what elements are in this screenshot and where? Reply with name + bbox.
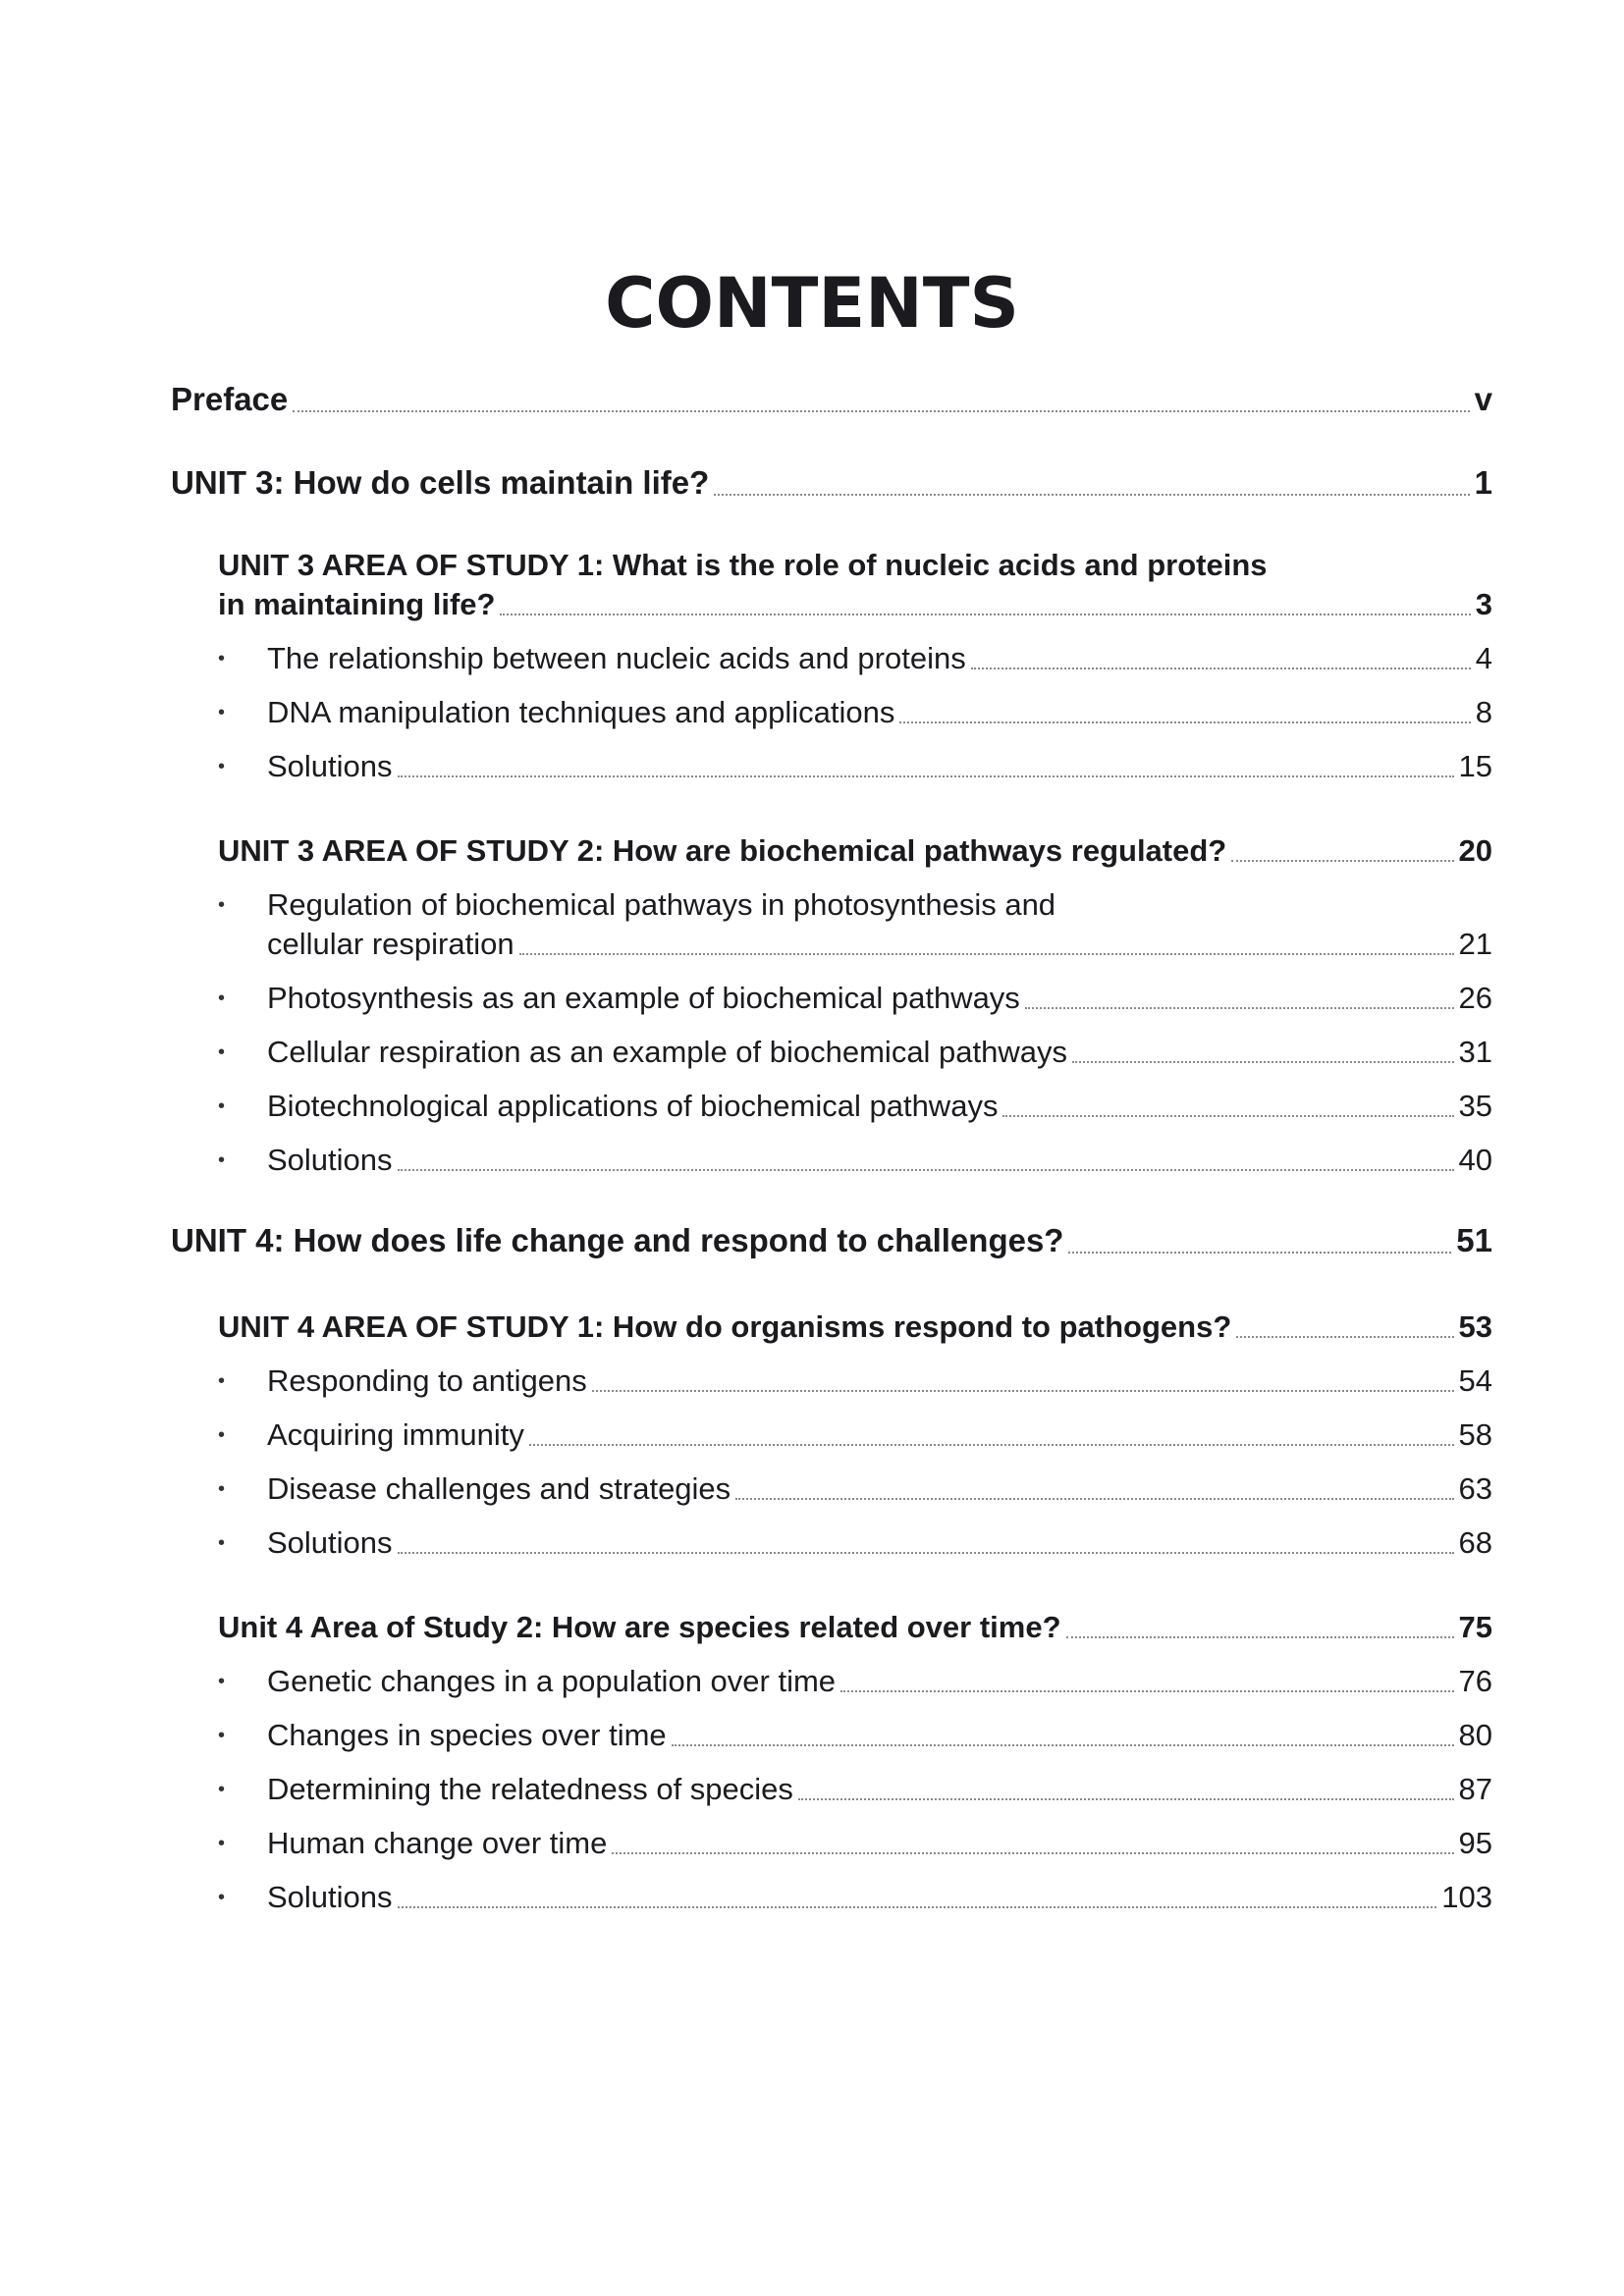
toc-page-number: 53 (1458, 1309, 1492, 1344)
toc-entry-label: DNA manipulation techniques and applications (267, 695, 895, 729)
toc-entry-unit-3-aos-1[interactable] (171, 546, 1492, 624)
dot-leader (592, 1390, 1454, 1392)
toc-entry-label-line-1: Regulation of biochemical pathways in photosynthesis and (267, 887, 1056, 922)
toc-entry-unit-4-aos-1[interactable] (171, 1308, 1492, 1347)
toc-page-number: 80 (1458, 1718, 1492, 1752)
toc-page-number: 35 (1458, 1089, 1492, 1123)
dot-leader (1068, 1252, 1451, 1254)
toc-entry-topic[interactable] (171, 885, 1492, 964)
toc-entry-unit-3[interactable] (171, 461, 1492, 505)
toc-entry-label: Unit 4 Area of Study 2: How are species related over time? (218, 1610, 1061, 1644)
toc-page-number: 58 (1458, 1417, 1492, 1452)
dot-leader (1066, 1636, 1454, 1638)
toc-entry-topic[interactable] (171, 1716, 1492, 1755)
toc-entry-topic[interactable] (171, 639, 1492, 678)
toc-entry-label: Genetic changes in a population over time (267, 1664, 837, 1698)
dot-leader (1236, 1336, 1453, 1338)
toc-page-number: 4 (1475, 641, 1492, 675)
toc-entry-label: Solutions (267, 1880, 393, 1914)
toc-entry-label: UNIT 4: How does life change and respond to challenges? (171, 1222, 1064, 1258)
toc-entry-topic[interactable] (171, 747, 1492, 786)
bullet-icon: • (218, 1041, 226, 1063)
toc-entry-topic[interactable] (171, 1469, 1492, 1509)
toc-entry-topic[interactable] (171, 1087, 1492, 1126)
dot-leader (840, 1690, 1453, 1692)
dot-leader (398, 1169, 1454, 1171)
dot-leader (1231, 860, 1453, 862)
bullet-icon: • (218, 702, 226, 723)
toc-page-number: 87 (1458, 1772, 1492, 1806)
toc-entry-unit-3-aos-2[interactable] (171, 831, 1492, 871)
bullet-icon: • (218, 1149, 226, 1171)
toc-page-number: 40 (1458, 1143, 1492, 1177)
toc-entry-label: UNIT 3: How do cells maintain life? (171, 464, 710, 501)
dot-leader (519, 953, 1454, 955)
toc-page-number: 1 (1474, 464, 1492, 501)
bullet-icon: • (218, 1833, 226, 1854)
dot-leader (500, 614, 1470, 615)
dot-leader (293, 410, 1469, 412)
toc-entry-label: Responding to antigens (267, 1363, 587, 1398)
bullet-icon: • (218, 988, 226, 1009)
toc-entry-unit-4[interactable] (171, 1219, 1492, 1262)
toc-page-number: 8 (1475, 695, 1492, 729)
dot-leader (899, 721, 1470, 723)
toc-page-number: v (1474, 381, 1492, 417)
toc-entry-label: Solutions (267, 749, 393, 783)
dot-leader (672, 1744, 1454, 1746)
toc-entry-label-line-1: UNIT 3 AREA OF STUDY 1: What is the role of nucleic acids and proteins (218, 548, 1268, 582)
toc-entry-topic[interactable] (171, 1523, 1492, 1563)
dot-leader (1025, 1007, 1454, 1009)
toc-entry-label: Solutions (267, 1525, 393, 1560)
bullet-icon: • (218, 1370, 226, 1392)
toc-entry-label: Preface (171, 381, 289, 417)
toc-entry-topic[interactable] (171, 1662, 1492, 1701)
toc-entry-label: UNIT 4 AREA OF STUDY 1: How do organisms respond to pathogens? (218, 1309, 1232, 1344)
bullet-icon: • (218, 1532, 226, 1554)
toc-entry-label: Photosynthesis as an example of biochemical pathways (267, 981, 1020, 1015)
toc-page-number: 68 (1458, 1525, 1492, 1560)
dot-leader (1072, 1061, 1453, 1063)
toc-entry-label: UNIT 3 AREA OF STUDY 2: How are biochemical pathways regulated? (218, 833, 1227, 868)
bullet-icon: • (218, 1887, 226, 1908)
bullet-icon: • (218, 756, 226, 777)
dot-leader (1002, 1115, 1453, 1117)
toc-entry-label-line-2: cellular respiration (267, 927, 514, 961)
toc-page-number: 31 (1458, 1035, 1492, 1069)
dot-leader (398, 1906, 1437, 1908)
toc-entry-topic[interactable] (171, 979, 1492, 1018)
bullet-icon: • (218, 1424, 226, 1446)
toc-entry-label: Cellular respiration as an example of biochemical pathways (267, 1035, 1068, 1069)
toc-page-number: 63 (1458, 1471, 1492, 1506)
dot-leader (971, 667, 1471, 669)
toc-entry-label: Human change over time (267, 1826, 608, 1860)
toc-entry-topic[interactable] (171, 693, 1492, 732)
dot-leader (612, 1852, 1453, 1854)
bullet-icon: • (218, 1671, 226, 1692)
bullet-icon: • (218, 1095, 226, 1117)
toc-entry-preface[interactable] (171, 378, 1492, 421)
toc-entry-label: Biotechnological applications of biochemical pathways (267, 1089, 999, 1123)
toc-page-number: 15 (1458, 749, 1492, 783)
toc-entry-label: Acquiring immunity (267, 1417, 524, 1452)
bullet-icon: • (218, 648, 226, 669)
dot-leader (398, 775, 1454, 777)
toc-page-number: 103 (1441, 1880, 1492, 1914)
bullet-icon: • (218, 1725, 226, 1746)
toc-page-number: 75 (1458, 1610, 1492, 1644)
dot-leader (714, 494, 1469, 496)
bullet-icon: • (218, 894, 226, 916)
table-of-contents (171, 378, 1492, 1917)
toc-page-number: 54 (1458, 1363, 1492, 1398)
toc-page-number: 26 (1458, 981, 1492, 1015)
toc-entry-label: Disease challenges and strategies (267, 1471, 731, 1506)
toc-page-number: 76 (1458, 1664, 1492, 1698)
toc-page-number: 51 (1456, 1222, 1492, 1258)
toc-page-number: 3 (1475, 587, 1492, 621)
bullet-icon: • (218, 1478, 226, 1500)
page-title: CONTENTS (605, 263, 1019, 344)
toc-entry-label: Solutions (267, 1143, 393, 1177)
dot-leader (798, 1798, 1454, 1800)
toc-page-number: 21 (1458, 927, 1492, 961)
dot-leader (398, 1552, 1454, 1554)
dot-leader (529, 1444, 1454, 1446)
toc-entry-topic[interactable] (171, 1362, 1492, 1401)
toc-entry-topic[interactable] (171, 1824, 1492, 1863)
toc-entry-label: Determining the relatedness of species (267, 1772, 793, 1806)
toc-entry-topic[interactable] (171, 1770, 1492, 1809)
toc-entry-topic[interactable] (171, 1415, 1492, 1455)
toc-page-number: 20 (1458, 833, 1492, 868)
toc-entry-label: The relationship between nucleic acids and proteins (267, 641, 966, 675)
toc-entry-topic[interactable] (171, 1878, 1492, 1917)
toc-entry-topic[interactable] (171, 1141, 1492, 1180)
toc-entry-topic[interactable] (171, 1033, 1492, 1072)
dot-leader (735, 1498, 1453, 1500)
toc-entry-label: Changes in species over time (267, 1718, 667, 1752)
toc-page-number: 95 (1458, 1826, 1492, 1860)
bullet-icon: • (218, 1779, 226, 1800)
toc-entry-label-line-2: in maintaining life? (218, 587, 496, 621)
toc-entry-unit-4-aos-2[interactable] (171, 1608, 1492, 1647)
